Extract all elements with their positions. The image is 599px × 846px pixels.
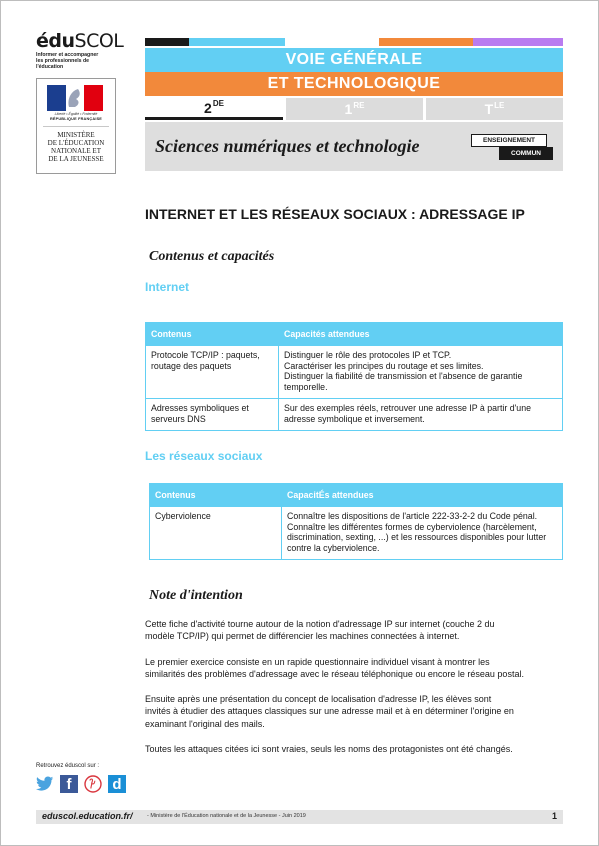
table-header-contenus: Contenus bbox=[150, 484, 282, 507]
logo-word-edu: édu bbox=[36, 30, 75, 52]
table-reseaux-sociaux bbox=[149, 483, 563, 560]
logo-tagline bbox=[36, 52, 116, 70]
table-row bbox=[146, 346, 563, 399]
footer-text: - Ministère de l'Éducation nationale et de la Jeunesse - Juin 2019 bbox=[147, 813, 306, 819]
level-seconde-sup: DE bbox=[212, 99, 224, 108]
logo-tagline-line2: les professionnels de l'éducation bbox=[36, 58, 90, 70]
cell-line: contre la cyberviolence. bbox=[287, 542, 380, 553]
table-row bbox=[150, 507, 563, 560]
logo-tagline-line1: Informer et accompagner bbox=[36, 52, 99, 58]
table-internet bbox=[145, 322, 563, 431]
footer-site-link[interactable]: eduscol.education.fr/ bbox=[42, 811, 133, 821]
subheading-internet: Internet bbox=[145, 280, 190, 294]
para-line: invités à étudier des attaques classiques sur une adresse mail et à en déterminer l'origine en bbox=[145, 706, 514, 717]
cell-line: Distinguer la fiabilité de transmission et l'absence de garantie bbox=[284, 371, 523, 381]
subject-title: Sciences numériques et technologie bbox=[155, 136, 420, 156]
level-premiere-main: 1 bbox=[344, 101, 353, 117]
cell-line: Distinguer le rôle des protocoles IP et TCP. bbox=[284, 350, 452, 360]
subheading-reseaux-sociaux: Les réseaux sociaux bbox=[145, 449, 263, 463]
cell-line: temporelle. bbox=[284, 381, 328, 392]
cell-line: Caractériser les principes du routage et ses limites. bbox=[284, 360, 484, 371]
cell-line: Connaître les différentes formes de cyberviolence (harcèlement, bbox=[287, 521, 537, 532]
paragraph-4 bbox=[145, 743, 563, 755]
ministry-name bbox=[37, 131, 115, 163]
table-cell-capacities bbox=[279, 346, 563, 399]
level-seconde-main: 2 bbox=[204, 99, 212, 116]
republic-name: RÉPUBLIQUE FRANÇAISE bbox=[49, 117, 103, 121]
footer-bar bbox=[36, 810, 563, 824]
para-line: Cette fiche d'activité tourne autour de la notion d'adressage IP sur internet (couche 2 du bbox=[145, 619, 495, 629]
table-cell-capacities bbox=[282, 507, 563, 560]
colorbar-purple bbox=[473, 38, 563, 46]
republic-motto: Liberté • Égalité • Fraternité bbox=[54, 112, 98, 116]
colorbar-blue bbox=[189, 38, 285, 46]
ministry-line4: DE LA JEUNESSE bbox=[48, 155, 104, 163]
section-heading-note-intention: Note d'intention bbox=[149, 588, 243, 603]
paragraph-3 bbox=[145, 693, 563, 730]
table-header-capacites: Capacités attendues bbox=[279, 323, 563, 346]
page-number: 1 bbox=[551, 811, 557, 821]
social-links bbox=[36, 775, 126, 793]
table-header-row bbox=[150, 484, 563, 507]
cell-line: Adresses symboliques et bbox=[151, 403, 249, 413]
level-tab-premiere[interactable] bbox=[286, 98, 423, 120]
subject-band bbox=[145, 122, 563, 171]
logo-word-scol: SCOL bbox=[74, 30, 124, 52]
cell-line: Sur des exemples réels, retrouver une adresse IP à partir d'une bbox=[284, 403, 531, 413]
facebook-glyph: f bbox=[66, 775, 72, 793]
para-line: modèle TCP/IP) qui permet de différencier les machines connectées à internet. bbox=[145, 631, 460, 642]
para-line: Toutes les attaques citées ici sont vraies, seuls les noms des protagonistes ont été changés. bbox=[145, 744, 513, 754]
table-header-capacites: CapacitÉs attendues bbox=[282, 484, 563, 507]
ministry-separator bbox=[43, 126, 109, 127]
logo-wordmark bbox=[36, 31, 123, 51]
paragraph-1 bbox=[145, 618, 563, 643]
para-line: examinant l'original des mails. bbox=[145, 718, 265, 729]
cell-line: discrimination, sexting, ...) et les ressources disponibles pour lutter bbox=[287, 532, 547, 542]
cell-line: Cyberviolence bbox=[155, 511, 211, 521]
ministry-logo-box bbox=[36, 78, 116, 174]
level-terminale-sup: LE bbox=[494, 100, 505, 110]
table-header-row bbox=[146, 323, 563, 346]
paragraph-2 bbox=[145, 656, 563, 681]
cell-line: Protocole TCP/IP : paquets, bbox=[151, 350, 260, 360]
banner-technologique: ET TECHNOLOGIQUE bbox=[145, 72, 563, 96]
table-row bbox=[146, 399, 563, 431]
para-line: Ensuite après une présentation du concept de localisation d'adresse IP, les élèves sont bbox=[145, 694, 492, 704]
para-line: Le premier exercice consiste en un rapide questionnaire individuel visant à montrer les bbox=[145, 657, 490, 667]
banner-voie-generale: VOIE GÉNÉRALE bbox=[145, 48, 563, 72]
cell-line: serveurs DNS bbox=[151, 413, 206, 424]
ministry-line3: NATIONALE ET bbox=[51, 147, 101, 155]
pinterest-icon[interactable] bbox=[84, 775, 102, 793]
table-cell-content bbox=[150, 507, 282, 560]
ministry-line1: MINISTÈRE bbox=[57, 131, 95, 139]
eduscol-logo[interactable] bbox=[36, 31, 123, 70]
colorbar-orange bbox=[379, 38, 473, 46]
colorbar-black bbox=[145, 38, 189, 46]
cell-line: adresse symbolique et inversement. bbox=[284, 413, 425, 424]
social-label: Retrouvez éduscol sur : bbox=[36, 763, 100, 769]
marianne-flag-icon bbox=[47, 85, 103, 111]
dailymotion-glyph: d bbox=[112, 775, 122, 793]
table-cell-content bbox=[146, 399, 279, 431]
para-line: similarités des problèmes d'adressage avec le réseau téléphonique ou encore le réseau postal. bbox=[145, 669, 524, 680]
section-heading-contenus: Contenus et capacités bbox=[149, 249, 275, 264]
twitter-icon[interactable] bbox=[36, 775, 54, 793]
level-terminale-main: T bbox=[484, 101, 494, 117]
dailymotion-icon[interactable] bbox=[108, 775, 126, 793]
enseignement-tag: ENSEIGNEMENT bbox=[471, 134, 547, 147]
cell-line: Connaître les dispositions de l'article 222-33-2-2 du Code pénal. bbox=[287, 511, 538, 521]
commun-tag: COMMUN bbox=[499, 147, 553, 160]
level-tab-seconde[interactable] bbox=[145, 98, 283, 120]
ministry-line2: DE L'ÉDUCATION bbox=[47, 139, 105, 147]
table-header-contenus: Contenus bbox=[146, 323, 279, 346]
cell-line: routage des paquets bbox=[151, 360, 232, 371]
level-tab-terminale[interactable] bbox=[426, 98, 563, 120]
level-premiere-sup: RE bbox=[353, 100, 365, 110]
table-cell-capacities bbox=[279, 399, 563, 431]
document-title: INTERNET ET LES RÉSEAUX SOCIAUX : ADRESSAGE IP bbox=[145, 206, 525, 222]
table-cell-content bbox=[146, 346, 279, 399]
facebook-icon[interactable] bbox=[60, 775, 78, 793]
